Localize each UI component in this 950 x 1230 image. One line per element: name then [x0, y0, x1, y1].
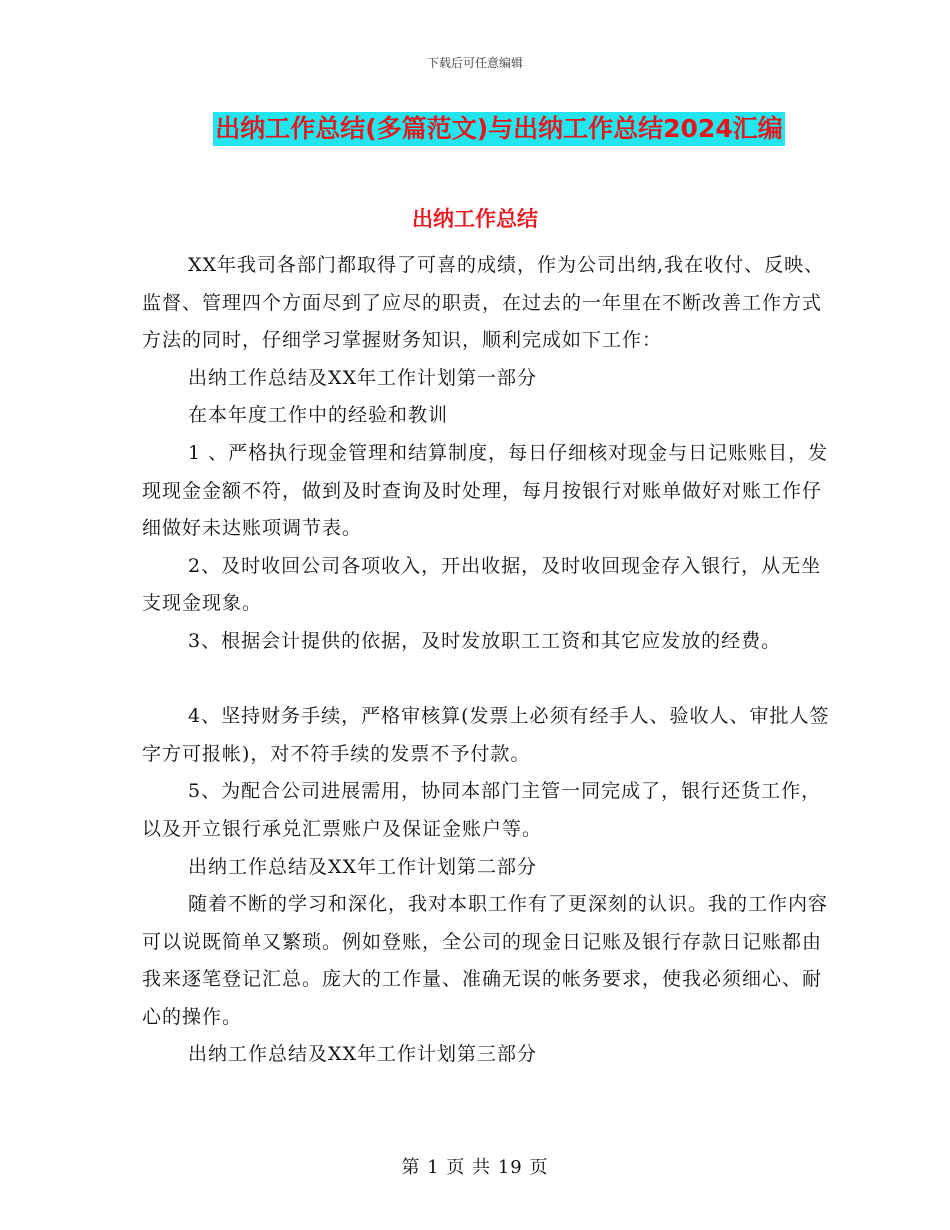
document-title-text: 出纳工作总结(多篇范文)与出纳工作总结2024汇编	[213, 112, 784, 146]
blank-line	[142, 661, 832, 699]
paragraph-part-two-heading: 出纳工作总结及XX年工作计划第二部分	[188, 855, 538, 878]
paragraph-intro: XX年我司各部门都取得了可喜的成绩，作为公司出纳,我在收付、反映、监督、管理四个方面尽到了应尽的职责，在过去的一年里在不断改善工作方式方法的同时，仔细学习掌握财务知识，顺利完成如下工作：	[142, 254, 825, 352]
paragraph-part-three-heading: 出纳工作总结及XX年工作计划第三部分	[188, 1043, 538, 1066]
paragraph-item-5: 5、为配合公司进展需用，协同本部门主管一同完成了，银行还货工作，以及开立银行承兑汇票账户及保证金账户等。	[142, 780, 822, 840]
paragraph-item-4: 4、坚持财务手续，严格审核算(发票上必须有经手人、验收人、审批人签字方可报帐)，对不符手续的发票不予付款。	[142, 705, 830, 765]
document-title	[0, 112, 950, 149]
paragraph-item-2: 2、及时收回公司各项收入，开出收据，及时收回现金存入银行，从无坐支现金现象。	[142, 554, 822, 615]
paragraph-item-1: 1 、严格执行现金管理和结算制度，每日仔细核对现金与日记账账目，发现现金金额不符，做到及时查询及时处理，每月按银行对账单做好对账工作仔细做好未达账项调节表。	[142, 441, 829, 540]
paragraph-item-3: 3、根据会计提供的依据，及时发放职工工资和其它应发放的经费。	[188, 629, 782, 652]
paragraph-part-two-body: 随着不断的学习和深化，我对本职工作有了更深刻的认识。我的工作内容可以说既简单又繁琐。例如登账，全公司的现金日记账及银行存款日记账都由我来逐笔登记汇总。庞大的工作量、准确无误的帐务要求，使我必须细心、耐心的操作。	[142, 893, 829, 1028]
paragraph-part-one-heading: 出纳工作总结及XX年工作计划第一部分	[188, 366, 538, 389]
page-number-footer: 第 1 页 共 19 页	[401, 1157, 549, 1178]
paragraph-experience-heading: 在本年度工作中的经验和教训	[188, 404, 449, 427]
document-body	[142, 247, 832, 1074]
section-title: 出纳工作总结	[412, 207, 538, 231]
header-note: 下载后可任意编辑	[426, 56, 523, 70]
